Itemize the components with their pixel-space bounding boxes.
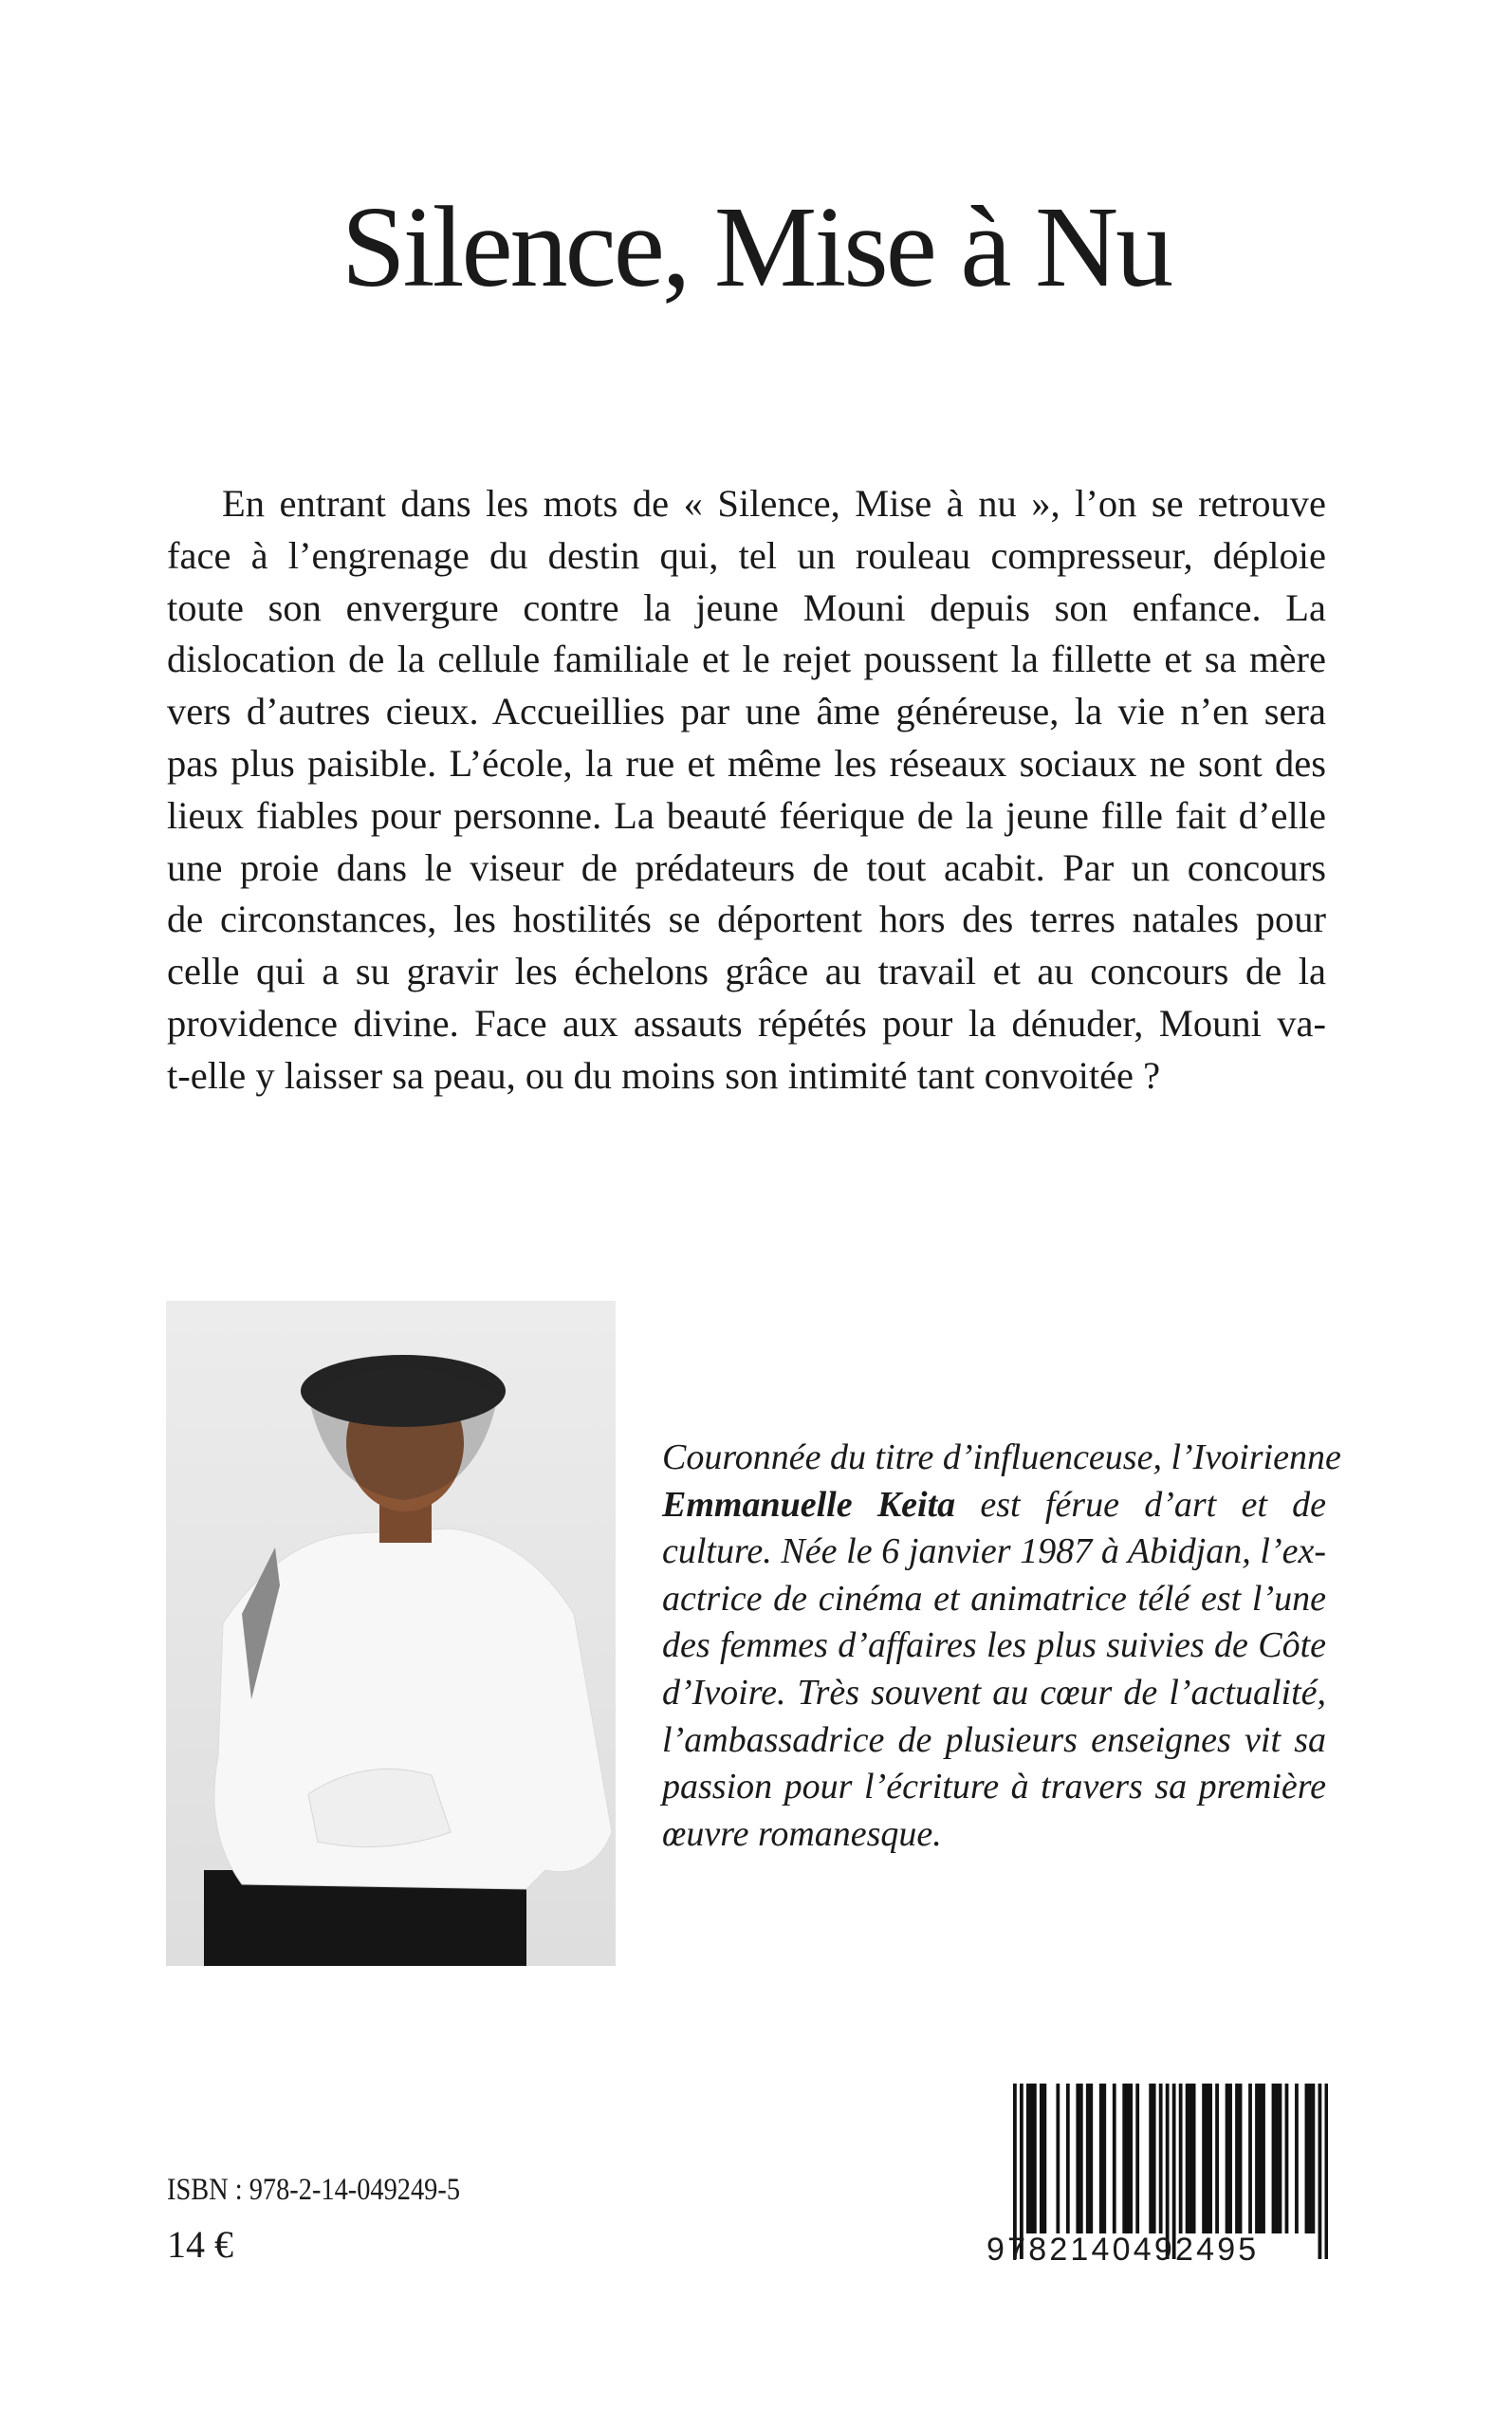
barcode-bar	[1152, 2084, 1156, 2233]
barcode-bar	[1295, 2084, 1299, 2233]
bio-line	[662, 1482, 1326, 1529]
barcode-bar	[1308, 2084, 1312, 2233]
author-bio	[662, 1435, 1341, 1858]
barcode-bar	[1079, 2084, 1083, 2233]
barcode-bar	[1248, 2084, 1252, 2233]
barcode-digits: 9782140492495	[986, 2232, 1260, 2268]
barcode-bar	[1179, 2084, 1183, 2233]
summary-line: vers d’autres cieux. Accueillies par une âme généreuse, la vie n’en sera	[167, 690, 1326, 733]
summary-line: une proie dans le viseur de prédateurs de tout acabit. Par un concours	[167, 845, 1326, 889]
summary-paragraph	[167, 478, 1326, 1103]
summary-line: toute son envergure contre la jeune Mouni depuis son enfance. La	[167, 585, 1326, 629]
barcode-bar	[1206, 2084, 1209, 2233]
barcode-bar	[1102, 2084, 1106, 2233]
author-photo	[166, 1301, 616, 1966]
price: 14 €	[167, 2223, 233, 2266]
barcode-bar	[1122, 2084, 1126, 2233]
summary-line: dislocation de la cellule familiale et le rejet poussent la fillette et sa mère	[167, 638, 1326, 681]
barcode-bar	[1056, 2084, 1060, 2233]
barcode-bar	[1255, 2084, 1259, 2233]
bio-line: Couronnée du titre d’influenceuse, l’Ivoirienne	[662, 1437, 1341, 1477]
summary-line: t-elle y laisser sa peau, ou du moins son intimité tant convoitée ?	[167, 1053, 1161, 1097]
barcode-bar	[1312, 2084, 1316, 2233]
barcode-bar	[1129, 2084, 1133, 2233]
barcode-bar	[1126, 2084, 1130, 2233]
barcode-bar	[1076, 2084, 1079, 2233]
summary-line: pas plus paisible. L’école, la rue et même les réseaux sociaux ne sont des	[167, 741, 1326, 785]
barcode-bar	[1189, 2084, 1192, 2233]
barcode-bar	[1135, 2084, 1139, 2233]
summary-line: En entrant dans les mots de « Silence, Mise à nu », l’on se retrouve	[222, 482, 1326, 525]
bio-line: passion pour l’écriture à travers sa première	[662, 1767, 1326, 1807]
barcode-bar	[1275, 2084, 1279, 2233]
book-title: Silence, Mise à Nu	[341, 183, 1171, 311]
summary-line: celle qui a su gravir les échelons grâce au travail et au concours de la	[167, 950, 1326, 993]
bio-line: culture. Née le 6 janvier 1987 à Abidjan, l’ex-	[662, 1531, 1326, 1572]
bio-line: d’Ivoire. Très souvent au cœur de l’actualité,	[662, 1672, 1326, 1713]
bio-text: est férue d’art et de	[955, 1484, 1326, 1525]
barcode-bar	[1228, 2084, 1232, 2233]
barcode-bar	[1186, 2084, 1189, 2233]
bio-line: des femmes d’affaires les plus suivies de Côte	[662, 1625, 1326, 1666]
barcode-bar	[1208, 2084, 1212, 2233]
barcode-bar	[1235, 2084, 1239, 2233]
author-name: Emmanuelle Keita	[662, 1484, 956, 1525]
barcode-bar	[1272, 2084, 1276, 2233]
barcode-bar	[1239, 2084, 1243, 2233]
barcode-bar	[1262, 2084, 1265, 2233]
summary-line: de circonstances, les hostilités se déportent hors des terres natales pour	[167, 898, 1326, 941]
bio-line: l’ambassadrice de plusieurs enseignes vit sa	[662, 1719, 1326, 1760]
barcode-bar	[1259, 2084, 1263, 2233]
barcode-bar	[1089, 2084, 1093, 2233]
barcode-bar	[1226, 2084, 1229, 2233]
barcode-bar	[1202, 2084, 1206, 2233]
barcode-bar	[1113, 2084, 1116, 2233]
barcode-bar	[1159, 2084, 1163, 2233]
bio-line: actrice de cinéma et animatrice télé est l’une	[662, 1578, 1326, 1619]
barcode-bar	[1086, 2084, 1090, 2233]
summary-line: lieux fiables pour personne. La beauté féerique de la jeune fille fait d’elle	[167, 793, 1326, 837]
isbn: ISBN : 978-2-14-049249-5	[167, 2173, 461, 2207]
barcode-bar	[1042, 2084, 1046, 2233]
barcode-bar	[1215, 2084, 1219, 2233]
barcode-bar	[1033, 2084, 1037, 2233]
bio-line: œuvre romanesque.	[662, 1813, 942, 1854]
barcode-bar	[1149, 2084, 1152, 2233]
barcode-bar	[1026, 2084, 1030, 2233]
barcode-bar	[1279, 2084, 1282, 2233]
barcode-bar	[1040, 2084, 1043, 2233]
barcode-bar	[1305, 2084, 1309, 2233]
summary-line: providence divine. Face aux assauts répétés pour la dénuder, Mouni va-	[167, 1001, 1326, 1045]
barcode-bar	[1029, 2084, 1033, 2233]
barcode-bar	[1099, 2084, 1103, 2233]
barcode-bar	[1066, 2084, 1070, 2233]
barcode-bar	[1192, 2084, 1196, 2233]
summary-line: face à l’engrenage du destin qui, tel un rouleau compresseur, déploie	[167, 533, 1326, 577]
barcode-bar	[1285, 2084, 1289, 2233]
